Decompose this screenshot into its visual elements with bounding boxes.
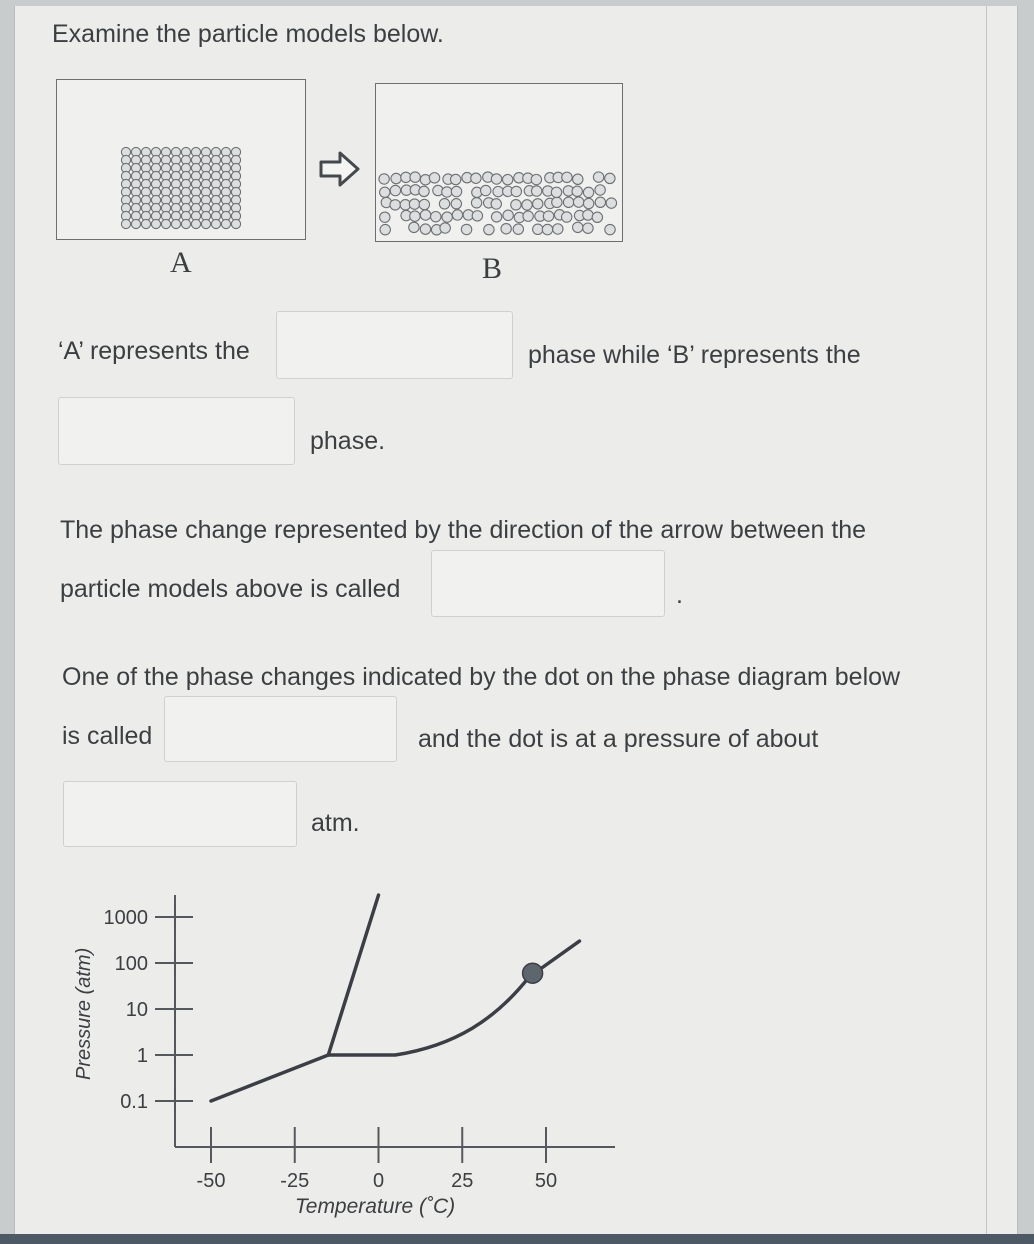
particle bbox=[481, 185, 491, 195]
particle bbox=[409, 222, 419, 232]
particle bbox=[595, 197, 605, 207]
sentence2-line1: The phase change represented by the direction of the arrow between the bbox=[60, 516, 867, 544]
model-b-label: B bbox=[482, 252, 503, 285]
dot-phase-change-answer-field[interactable] bbox=[164, 696, 397, 762]
phase-diagram-chart bbox=[60, 885, 630, 1225]
particle bbox=[141, 219, 150, 228]
phase-boundary-line bbox=[328, 941, 579, 1055]
particle bbox=[533, 199, 543, 209]
particle bbox=[390, 200, 400, 210]
y-tick-label: 1 bbox=[136, 1045, 148, 1067]
particle bbox=[561, 212, 571, 222]
particle bbox=[573, 174, 583, 184]
particle bbox=[221, 219, 230, 228]
particle bbox=[379, 174, 389, 184]
particle bbox=[605, 224, 615, 234]
particle bbox=[439, 199, 449, 209]
sentence1-mid: phase while ‘B’ represents the bbox=[528, 341, 861, 369]
particle bbox=[391, 173, 401, 183]
phase-boundary-line bbox=[211, 1055, 328, 1101]
particle bbox=[511, 186, 521, 196]
particle bbox=[542, 224, 552, 234]
right-arrow-icon bbox=[318, 150, 362, 188]
highlight-dot bbox=[523, 963, 543, 983]
y-axis-label: Pressure (atm) bbox=[73, 947, 95, 1080]
particle bbox=[511, 200, 521, 210]
particle bbox=[231, 219, 240, 228]
sentence2-end: . bbox=[676, 581, 683, 609]
particle bbox=[410, 211, 420, 221]
particle bbox=[380, 212, 390, 222]
sentence1-end: phase. bbox=[310, 427, 386, 455]
particle bbox=[491, 212, 501, 222]
particle bbox=[552, 197, 562, 207]
particle bbox=[551, 187, 561, 197]
particle bbox=[502, 174, 512, 184]
particle bbox=[201, 219, 210, 228]
x-tick-label: 25 bbox=[451, 1170, 474, 1192]
particle bbox=[452, 210, 462, 220]
particle bbox=[606, 198, 616, 208]
particle bbox=[583, 198, 593, 208]
particle bbox=[410, 172, 420, 182]
particle bbox=[171, 219, 180, 228]
particle bbox=[501, 224, 511, 234]
y-tick-label: 0.1 bbox=[120, 1091, 148, 1113]
pressure-answer-field[interactable] bbox=[63, 781, 297, 847]
y-tick-label: 1000 bbox=[103, 907, 148, 929]
particle bbox=[583, 210, 593, 220]
particle bbox=[553, 224, 563, 234]
particle bbox=[573, 222, 583, 232]
particle bbox=[451, 186, 461, 196]
particle bbox=[461, 224, 471, 234]
particle bbox=[471, 173, 481, 183]
x-tick-label: -50 bbox=[196, 1170, 226, 1192]
particle bbox=[440, 223, 450, 233]
phase-a-answer-field[interactable] bbox=[276, 311, 513, 379]
particle bbox=[595, 185, 605, 195]
particle bbox=[471, 198, 481, 208]
particle-model-a bbox=[56, 79, 306, 240]
particle bbox=[442, 212, 452, 222]
particle bbox=[191, 219, 200, 228]
particle bbox=[431, 212, 441, 222]
chart-series bbox=[211, 895, 580, 1101]
particle bbox=[592, 212, 602, 222]
particle bbox=[543, 211, 553, 221]
particle bbox=[593, 172, 603, 182]
sentence3-end: atm. bbox=[311, 809, 360, 837]
liquid-particles bbox=[376, 84, 621, 240]
particle bbox=[409, 199, 419, 209]
y-tick-label: 100 bbox=[114, 953, 148, 975]
phase-change-answer-field[interactable] bbox=[431, 550, 665, 617]
particle bbox=[503, 210, 513, 220]
particle bbox=[605, 173, 615, 183]
y-tick-label: 10 bbox=[125, 999, 148, 1021]
chart-axes bbox=[175, 895, 615, 1147]
particle bbox=[419, 199, 429, 209]
particle bbox=[211, 219, 220, 228]
particle bbox=[583, 187, 593, 197]
particle bbox=[583, 223, 593, 233]
particle bbox=[121, 219, 130, 228]
particle-model-b bbox=[375, 83, 623, 242]
particle bbox=[573, 197, 583, 207]
particle bbox=[450, 174, 460, 184]
particle bbox=[491, 199, 501, 209]
particle bbox=[472, 211, 482, 221]
particle bbox=[531, 174, 541, 184]
particle bbox=[533, 224, 543, 234]
solid-particles bbox=[57, 80, 304, 238]
question-intro: Examine the particle models below. bbox=[52, 20, 444, 48]
particle bbox=[442, 187, 452, 197]
sentence3-start: is called bbox=[62, 722, 153, 750]
sentence1-start: ‘A’ represents the bbox=[58, 337, 250, 365]
particle bbox=[151, 219, 160, 228]
particle bbox=[522, 200, 532, 210]
phase-boundary-line bbox=[328, 895, 378, 1055]
particle bbox=[181, 219, 190, 228]
x-axis-label: Temperature (˚C) bbox=[294, 1195, 456, 1218]
particle bbox=[420, 224, 430, 234]
sentence3-line1: One of the phase changes indicated by the dot on the phase diagram below bbox=[62, 663, 901, 691]
particle bbox=[491, 174, 501, 184]
x-tick-label: 0 bbox=[372, 1170, 385, 1192]
particle bbox=[390, 185, 400, 195]
particle bbox=[380, 224, 390, 234]
particle bbox=[562, 172, 572, 182]
particle bbox=[451, 199, 461, 209]
particle bbox=[429, 173, 439, 183]
panel-divider bbox=[986, 6, 987, 1234]
sentence2-line2: particle models above is called bbox=[60, 575, 401, 603]
particle bbox=[493, 186, 503, 196]
particle bbox=[531, 186, 541, 196]
bottom-bar bbox=[0, 1234, 1034, 1244]
particle bbox=[380, 187, 390, 197]
particle bbox=[420, 210, 430, 220]
x-tick-label: -25 bbox=[280, 1170, 310, 1192]
x-tick-label: 50 bbox=[534, 1170, 558, 1192]
model-a-label: A bbox=[170, 246, 192, 279]
particle bbox=[484, 224, 494, 234]
particle bbox=[513, 224, 523, 234]
particle bbox=[523, 211, 533, 221]
particle bbox=[161, 219, 170, 228]
particle bbox=[419, 186, 429, 196]
particle bbox=[572, 186, 582, 196]
particle bbox=[131, 219, 140, 228]
particle bbox=[563, 197, 573, 207]
sentence3-mid: and the dot is at a pressure of about bbox=[418, 725, 819, 753]
phase-b-answer-field[interactable] bbox=[58, 397, 295, 465]
